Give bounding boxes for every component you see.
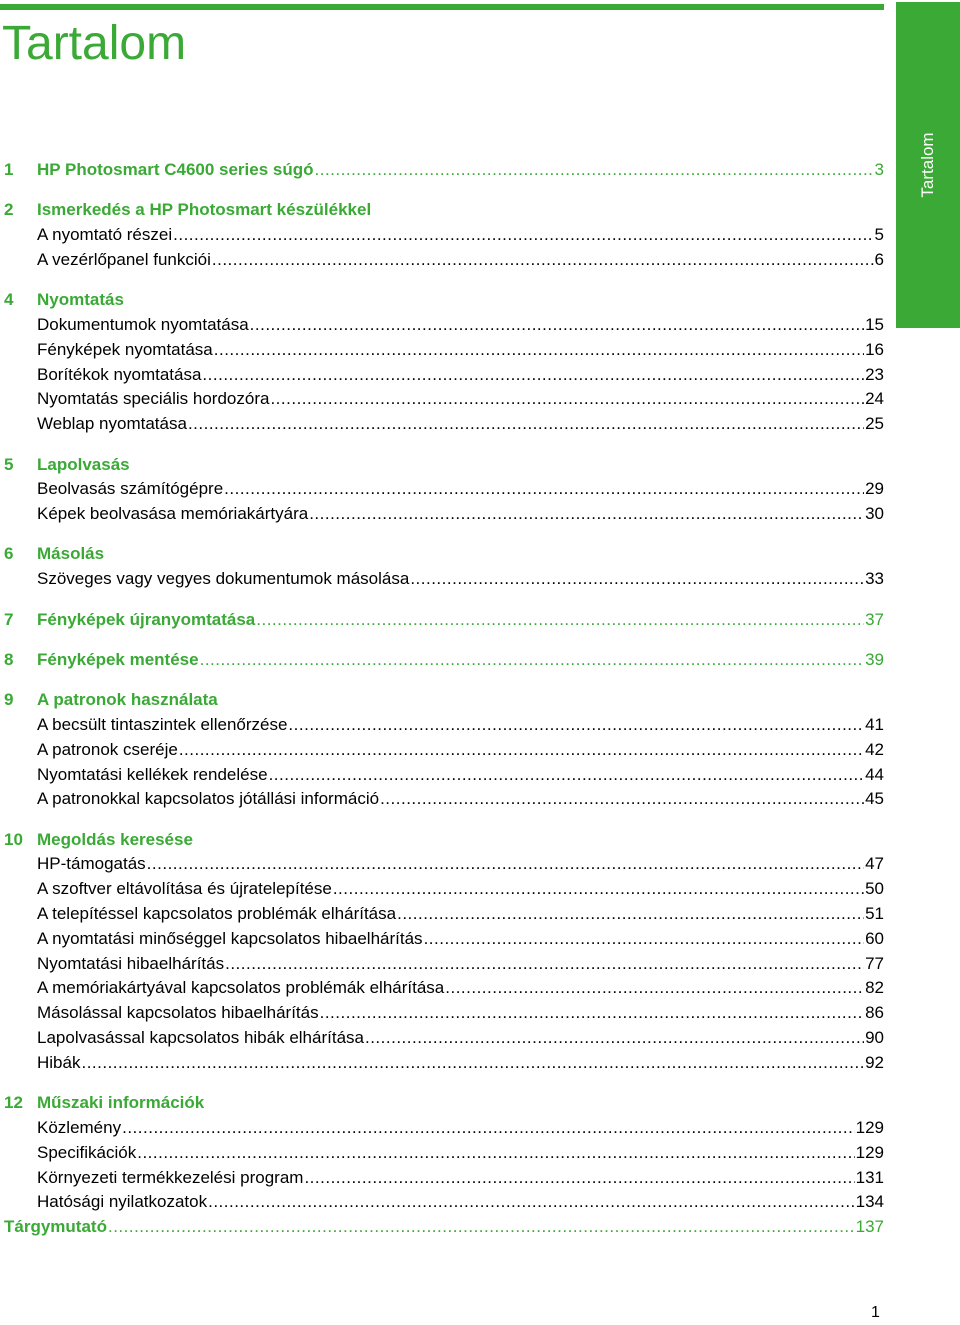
toc-page-number: 23	[865, 364, 884, 384]
toc-entry[interactable]	[37, 902, 884, 926]
dot-leader	[147, 852, 864, 876]
dot-leader	[81, 1051, 864, 1075]
toc-entry-title: Képek beolvasása memóriakártyára	[37, 504, 309, 524]
toc-entry[interactable]	[37, 713, 884, 737]
toc-entry[interactable]	[37, 502, 884, 526]
dot-leader	[122, 1116, 855, 1140]
toc-chapter-row	[0, 542, 884, 566]
toc-entry[interactable]	[37, 1166, 884, 1190]
toc-section-row	[0, 852, 884, 876]
toc-entry[interactable]	[37, 1026, 884, 1050]
toc-entry[interactable]	[37, 313, 884, 337]
toc-page-number: 44	[865, 764, 884, 784]
toc-chapter-row	[0, 608, 884, 632]
chapter-number: 6	[4, 544, 14, 564]
toc-entry[interactable]	[37, 567, 884, 591]
toc-section-row	[0, 363, 884, 387]
toc-section-row	[0, 1001, 884, 1025]
toc-chapter-row	[0, 688, 884, 712]
dot-leader	[188, 412, 864, 436]
toc-entry[interactable]	[37, 248, 884, 272]
toc-entry[interactable]	[37, 477, 884, 501]
toc-entry-title: A nyomtatási minőséggel kapcsolatos hibaelhárítás	[37, 928, 423, 948]
toc-entry-title: A szoftver eltávolítása és újratelepítése	[37, 879, 332, 899]
toc-entry[interactable]	[37, 412, 884, 436]
top-rule	[0, 4, 884, 10]
toc-chapter-row	[0, 198, 884, 222]
toc-page-number: 51	[865, 904, 884, 923]
toc-entry-title: Nyomtatási kellékek rendelése	[37, 764, 268, 784]
chapter-number: 2	[4, 200, 14, 220]
toc-page-number: 24	[865, 389, 884, 409]
toc-entry-title: Műszaki információk	[37, 1093, 205, 1113]
dot-leader	[424, 927, 865, 951]
toc-entry[interactable]	[37, 1116, 884, 1140]
toc-section-row	[0, 927, 884, 951]
dot-leader	[410, 567, 864, 591]
side-tab-label: Tartalom	[918, 132, 937, 198]
toc-entry-title: Hatósági nyilatkozatok	[37, 1192, 208, 1212]
toc-chapter-row	[0, 828, 884, 852]
toc-entry[interactable]	[37, 763, 884, 787]
toc-entry-title: Másolás	[37, 544, 105, 564]
toc-entry[interactable]	[37, 453, 884, 477]
toc-entry-title: Megoldás keresése	[37, 829, 193, 849]
chapter-number: 7	[4, 609, 14, 629]
toc-section-row	[0, 1116, 884, 1140]
toc-page-number: 82	[865, 978, 884, 998]
toc-section-row	[0, 1190, 884, 1214]
toc-entry-title: Dokumentumok nyomtatása	[37, 315, 249, 334]
toc-page-number: 86	[865, 1003, 884, 1023]
toc-entry-title: HP Photosmart C4600 series súgó	[37, 160, 314, 179]
toc-section-row	[0, 902, 884, 926]
toc-entry-title: Közlemény	[37, 1117, 122, 1137]
toc-entry[interactable]	[37, 927, 884, 951]
toc-section-row	[0, 738, 884, 762]
toc-entry[interactable]	[37, 738, 884, 762]
toc-entry[interactable]	[37, 648, 884, 672]
toc-entry[interactable]	[37, 608, 884, 632]
toc-page-number: 39	[865, 649, 884, 669]
dot-leader	[269, 763, 865, 787]
dot-leader	[179, 738, 864, 762]
toc-section-row	[0, 502, 884, 526]
toc-entry[interactable]	[37, 952, 884, 976]
toc-page-number: 29	[865, 479, 884, 499]
toc-page-number: 41	[865, 714, 884, 734]
dot-leader	[173, 223, 873, 247]
dot-leader	[250, 313, 864, 337]
toc-entry[interactable]	[37, 1001, 884, 1025]
toc-entry[interactable]	[37, 338, 884, 362]
toc-entry-title: A nyomtató részei	[37, 225, 173, 245]
toc-entry-title: Beolvasás számítógépre	[37, 479, 224, 499]
toc-entry[interactable]	[37, 828, 884, 852]
toc-entry[interactable]	[37, 387, 884, 411]
toc-entry-title: A patronok cseréje	[37, 739, 178, 759]
dot-leader	[256, 608, 864, 632]
dot-leader	[212, 248, 874, 272]
toc-section-row	[0, 313, 884, 337]
toc-section-row	[0, 412, 884, 436]
toc-entry-title: A telepítéssel kapcsolatos problémák elhárítása	[37, 904, 397, 923]
toc-entry[interactable]	[37, 1190, 884, 1214]
toc-entry-title: Tárgymutató	[4, 1217, 107, 1237]
toc-entry-title: Borítékok nyomtatása	[37, 364, 202, 384]
toc-section-row	[0, 248, 884, 272]
toc-page-number: 90	[865, 1028, 884, 1047]
toc-entry[interactable]	[37, 1141, 884, 1165]
toc-page-number: 37	[865, 609, 884, 629]
dot-leader	[397, 902, 864, 926]
dot-leader	[200, 648, 864, 672]
toc-page-number: 47	[865, 854, 884, 874]
chapter-number: 12	[4, 1093, 23, 1113]
toc-section-row	[0, 976, 884, 1000]
toc-page-number: 5	[874, 225, 884, 245]
toc-section-row	[0, 387, 884, 411]
toc-section-row	[0, 1166, 884, 1190]
dot-leader	[108, 1215, 855, 1239]
chapter-number: 10	[4, 829, 23, 849]
toc-section-row	[0, 223, 884, 247]
toc-entry[interactable]	[37, 158, 884, 182]
toc-page-number: 134	[855, 1192, 884, 1212]
toc-entry[interactable]	[4, 1215, 884, 1239]
toc-entry-title: Weblap nyomtatása	[37, 414, 187, 434]
toc-entry-title: A vezérlőpanel funkciói	[37, 249, 211, 269]
toc-entry[interactable]	[37, 223, 884, 247]
toc-index-row	[0, 1215, 884, 1239]
toc-page-number: 129	[855, 1142, 884, 1162]
chapter-number: 9	[4, 690, 14, 710]
toc-chapter-row	[0, 288, 884, 312]
toc-entry-title: A patronok használata	[37, 690, 218, 710]
toc-page-number: 50	[865, 879, 884, 899]
toc-entry-title: Nyomtatás	[37, 290, 124, 310]
page-number: 1	[871, 1304, 880, 1321]
toc-entry-title: HP-támogatás	[37, 854, 146, 874]
toc-entry[interactable]	[37, 852, 884, 876]
toc-page-number: 77	[865, 953, 884, 973]
dot-leader	[380, 787, 864, 811]
toc-entry-title: Fényképek mentése	[37, 649, 199, 669]
toc-page-number: 42	[865, 739, 884, 759]
dot-leader	[214, 338, 864, 362]
toc-page-number: 137	[855, 1217, 884, 1237]
toc-entry-title: Ismerkedés a HP Photosmart készülékkel	[37, 200, 372, 220]
toc-page-number: 33	[865, 569, 884, 589]
page-title: Tartalom	[2, 17, 187, 70]
dot-leader	[224, 477, 864, 501]
toc-section-row	[0, 713, 884, 737]
toc-entry[interactable]	[37, 542, 884, 566]
dot-leader	[288, 713, 864, 737]
dot-leader	[309, 502, 864, 526]
dot-leader	[315, 158, 874, 182]
toc-entry-title: Másolással kapcsolatos hibaelhárítás	[37, 1003, 319, 1023]
dot-leader	[333, 877, 864, 901]
toc-entry-title: Nyomtatás speciális hordozóra	[37, 389, 270, 409]
toc-section-row	[0, 338, 884, 362]
toc-entry[interactable]	[37, 363, 884, 387]
toc-chapter-row	[0, 158, 884, 182]
dot-leader	[270, 387, 864, 411]
toc-section-row	[0, 477, 884, 501]
toc-section-row	[0, 1141, 884, 1165]
dot-leader	[304, 1166, 854, 1190]
toc-entry-title: Környezeti termékkezelési program	[37, 1167, 304, 1187]
toc-entry-title: Hibák	[37, 1052, 81, 1072]
side-tab	[896, 2, 960, 328]
toc-entry[interactable]	[37, 787, 884, 811]
dot-leader	[365, 1026, 864, 1050]
chapter-number: 4	[4, 290, 14, 310]
toc-page-number: 6	[874, 249, 884, 269]
dot-leader	[202, 363, 864, 387]
toc-entry-title: Lapolvasás	[37, 454, 130, 474]
toc-entry[interactable]	[37, 976, 884, 1000]
dot-leader	[137, 1141, 854, 1165]
toc-entry[interactable]	[37, 877, 884, 901]
toc-entry-title: A patronokkal kapcsolatos jótállási információ	[37, 789, 380, 809]
toc-section-row	[0, 1051, 884, 1075]
toc-entry[interactable]	[37, 1091, 884, 1115]
toc-entry-title: Lapolvasással kapcsolatos hibák elhárítása	[37, 1028, 364, 1047]
dot-leader	[320, 1001, 864, 1025]
toc-page-number: 30	[865, 504, 884, 524]
toc-page-number: 92	[865, 1052, 884, 1072]
chapter-number: 8	[4, 649, 14, 669]
toc-entry[interactable]	[37, 288, 884, 312]
toc-section-row	[0, 952, 884, 976]
dot-leader	[225, 952, 864, 976]
toc-page-number: 129	[855, 1117, 884, 1137]
toc-page-number: 60	[865, 928, 884, 948]
dot-leader	[445, 976, 864, 1000]
toc-page-number: 131	[855, 1167, 884, 1187]
toc-section-row	[0, 877, 884, 901]
toc-entry[interactable]	[37, 688, 884, 712]
chapter-number: 1	[4, 160, 14, 179]
toc-section-row	[0, 567, 884, 591]
toc-chapter-row	[0, 453, 884, 477]
toc-entry-title: Fényképek újranyomtatása	[37, 609, 256, 629]
toc-chapter-row	[0, 1091, 884, 1115]
toc-page-number: 15	[865, 315, 884, 334]
toc-entry-title: Szöveges vagy vegyes dokumentumok másolása	[37, 569, 410, 589]
toc-page-number: 3	[874, 160, 884, 179]
toc-entry[interactable]	[37, 1051, 884, 1075]
dot-leader	[208, 1190, 855, 1214]
toc-entry-title: Specifikációk	[37, 1142, 137, 1162]
toc-entry-title: Nyomtatási hibaelhárítás	[37, 953, 225, 973]
toc-page-number: 25	[865, 414, 884, 434]
toc-page-number: 45	[865, 789, 884, 809]
toc-entry[interactable]	[37, 198, 884, 222]
toc-entry-title: A memóriakártyával kapcsolatos problémák elhárítása	[37, 978, 445, 998]
toc-section-row	[0, 1026, 884, 1050]
toc-entry-title: Fényképek nyomtatása	[37, 339, 213, 359]
toc-section-row	[0, 763, 884, 787]
chapter-number: 5	[4, 454, 14, 474]
toc-section-row	[0, 787, 884, 811]
toc-entry-title: A becsült tintaszintek ellenőrzése	[37, 714, 288, 734]
toc-chapter-row	[0, 648, 884, 672]
toc-page-number: 16	[865, 339, 884, 359]
